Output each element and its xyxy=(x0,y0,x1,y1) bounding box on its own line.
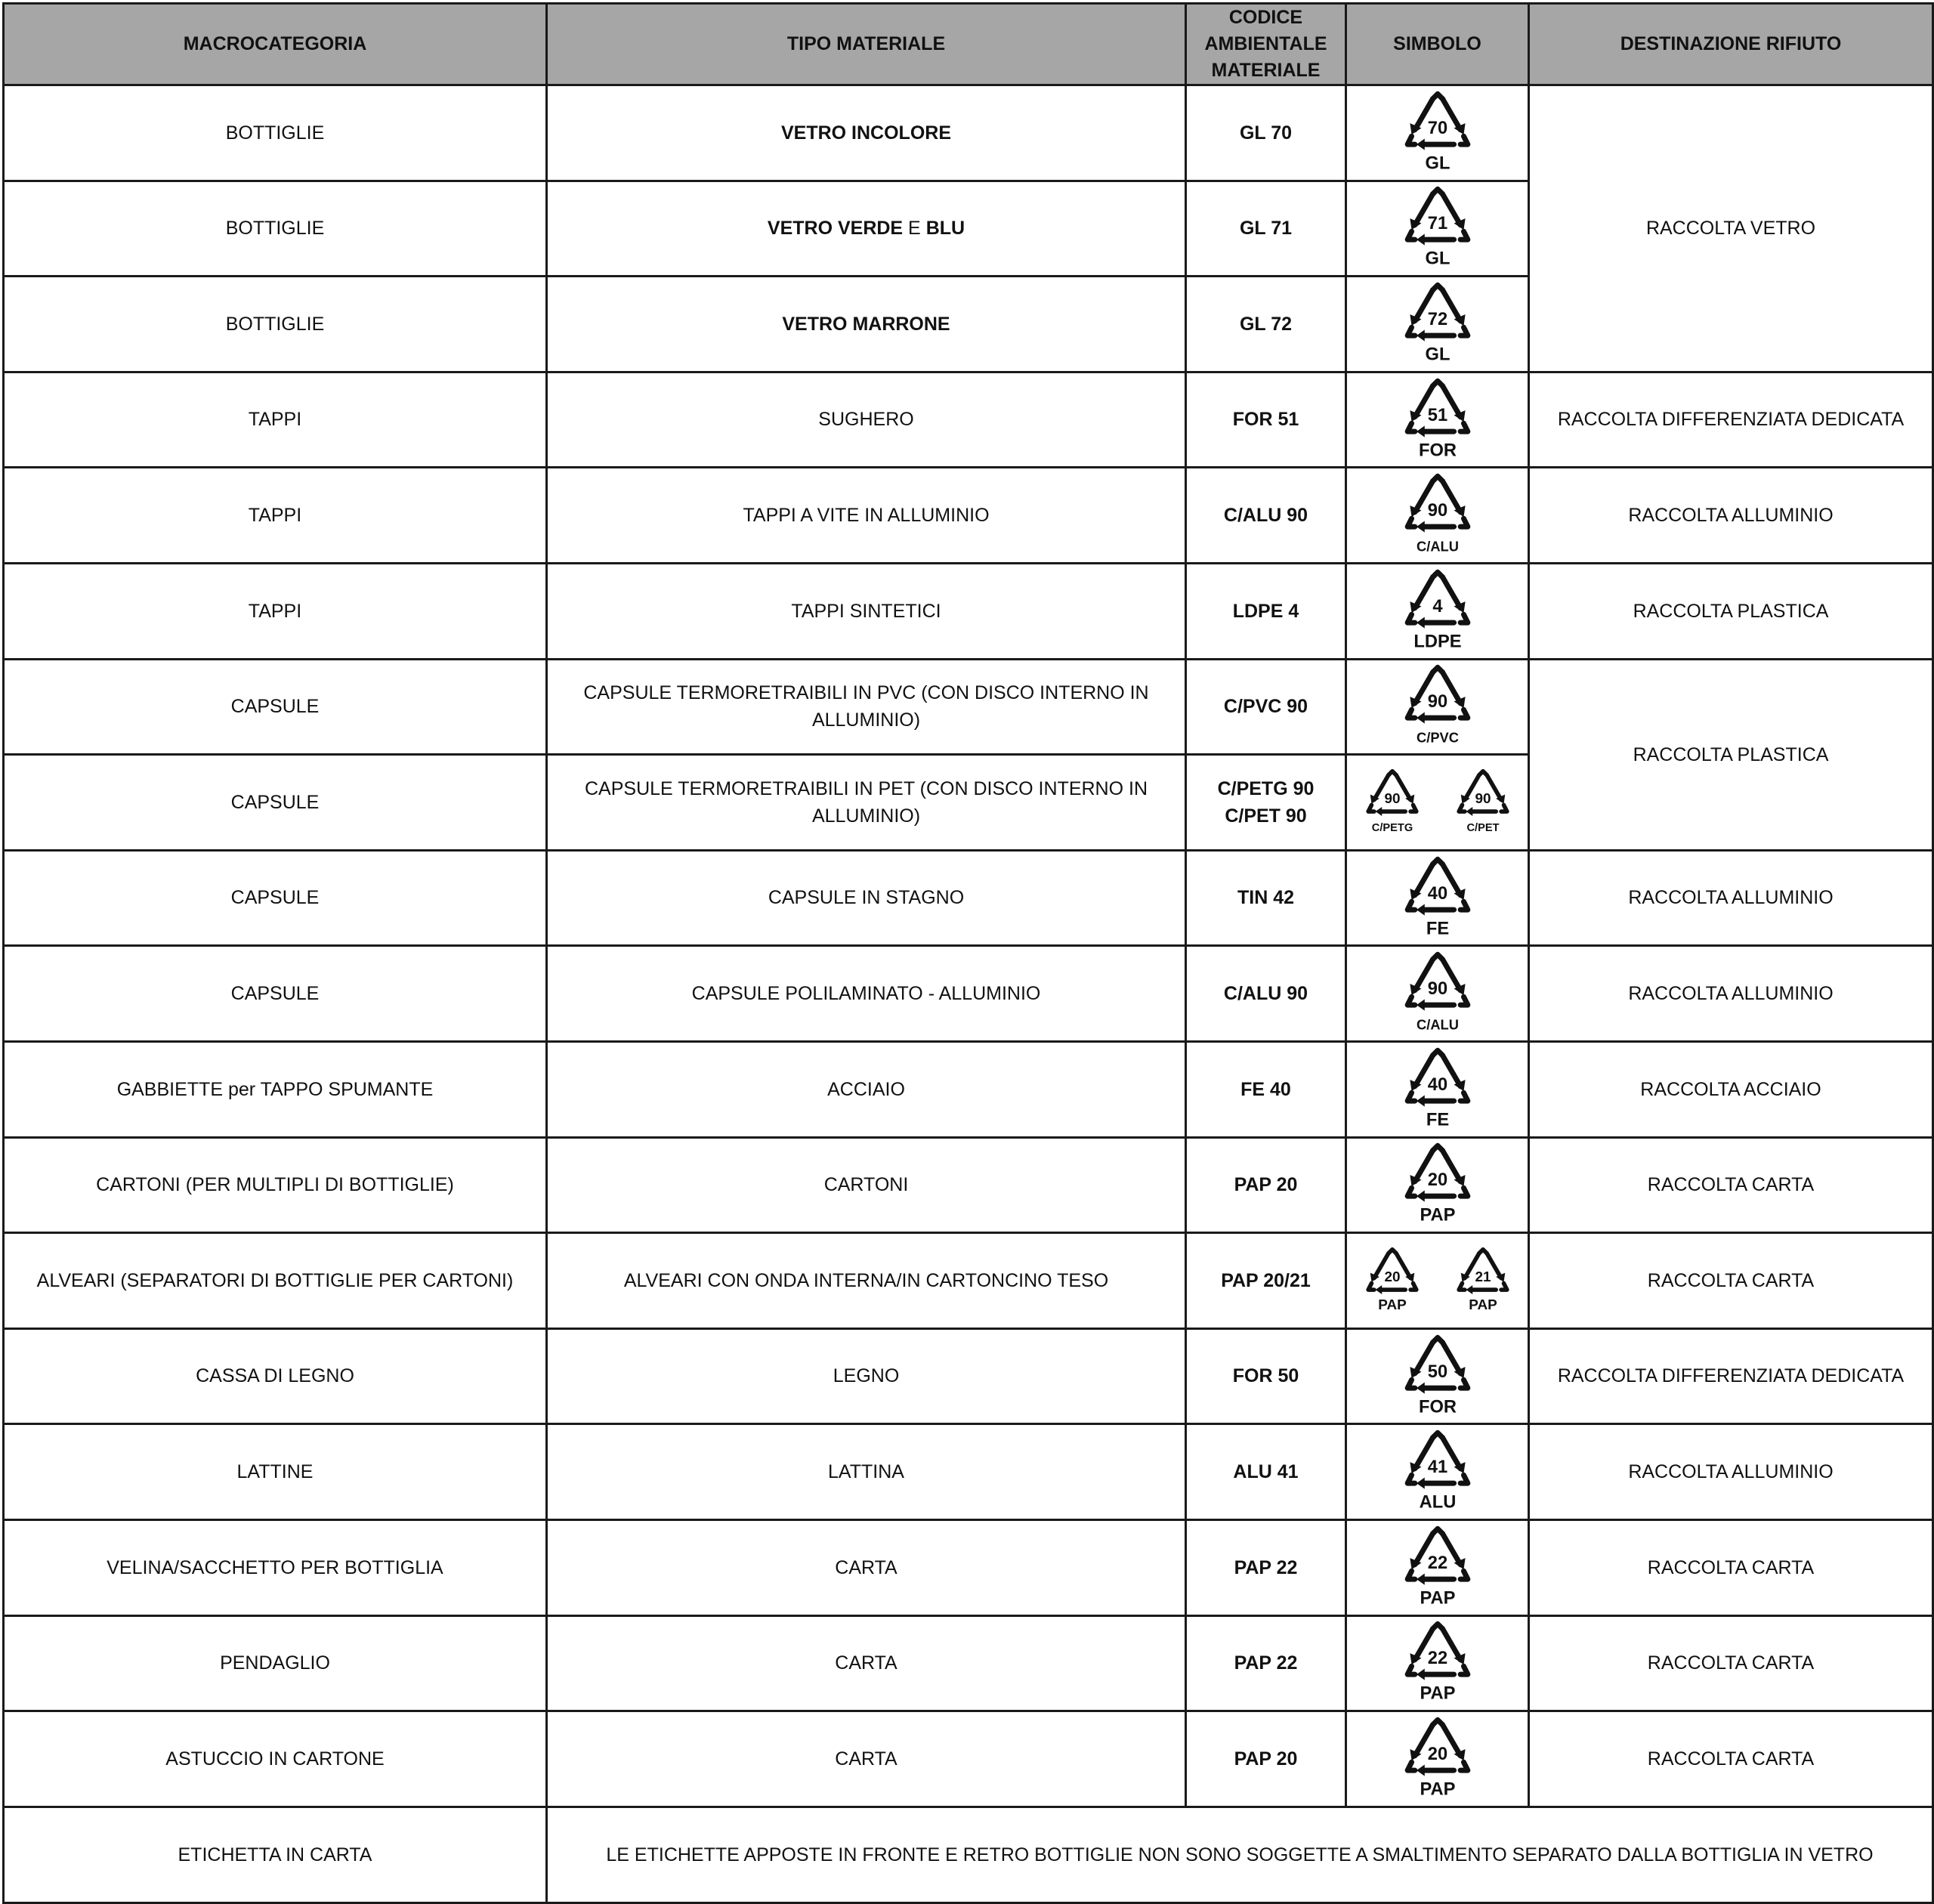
material-cell: CARTA xyxy=(547,1615,1186,1711)
recycling-symbol xyxy=(1396,473,1479,558)
symbol-group xyxy=(1352,766,1523,839)
code-value: C/ALU 90 xyxy=(1223,505,1308,527)
material-part: E xyxy=(903,218,926,240)
code-cell xyxy=(1186,1615,1346,1711)
symbol-label: LDPE xyxy=(1413,632,1462,652)
material-cell xyxy=(547,181,1186,277)
symbol-group xyxy=(1352,378,1523,462)
macro-cell: TAPPI xyxy=(4,563,547,659)
material-cell: VETRO MARRONE xyxy=(547,277,1186,372)
destination-cell: RACCOLTA ALLUMINIO xyxy=(1529,468,1933,564)
recycling-symbol xyxy=(1396,91,1479,175)
symbol-number: 90 xyxy=(1427,979,1447,1000)
code-cell xyxy=(1186,1233,1346,1329)
symbol-group xyxy=(1352,1525,1523,1610)
symbol-cell xyxy=(1346,563,1529,659)
symbol-number: 20 xyxy=(1383,1269,1401,1285)
material-cell: CAPSULE IN STAGNO xyxy=(547,850,1186,946)
symbol-label: PAP xyxy=(1420,1779,1455,1800)
macro-cell: CASSA DI LEGNO xyxy=(4,1328,547,1424)
code-cell xyxy=(1186,372,1346,468)
macro-cell: BOTTIGLIE xyxy=(4,85,547,181)
code-cell xyxy=(1186,659,1346,755)
table-row xyxy=(4,1424,1933,1520)
symbol-cell xyxy=(1346,85,1529,181)
code-cell xyxy=(1186,1424,1346,1520)
macro-cell: CAPSULE xyxy=(4,946,547,1042)
symbol-group xyxy=(1352,1334,1523,1419)
symbol-number: 22 xyxy=(1427,1649,1447,1669)
recycling-triangle-icon xyxy=(1396,378,1479,462)
symbol-group xyxy=(1352,473,1523,558)
recycling-triangle-icon xyxy=(1396,569,1479,654)
table-row xyxy=(4,1137,1933,1233)
symbol-group xyxy=(1352,664,1523,749)
symbol-label: FE xyxy=(1426,918,1449,938)
table-row xyxy=(4,1233,1933,1329)
recycling-triangle-icon xyxy=(1360,766,1425,839)
code-value: PAP 20 xyxy=(1234,1174,1298,1196)
symbol-label: FOR xyxy=(1418,440,1457,460)
symbol-cell xyxy=(1346,946,1529,1042)
destination-cell: RACCOLTA DIFFERENZIATA DEDICATA xyxy=(1529,1328,1933,1424)
macro-cell: GABBIETTE per TAPPO SPUMANTE xyxy=(4,1041,547,1137)
destination-cell: RACCOLTA ALLUMINIO xyxy=(1529,1424,1933,1520)
symbol-cell xyxy=(1346,1519,1529,1615)
symbol-number: 50 xyxy=(1427,1362,1447,1382)
code-cell xyxy=(1186,85,1346,181)
recycling-symbol xyxy=(1396,186,1479,270)
symbol-number: 40 xyxy=(1427,1074,1447,1095)
table-row xyxy=(4,1041,1933,1137)
recycling-triangle-icon xyxy=(1396,473,1479,558)
recycling-triangle-icon xyxy=(1396,856,1479,941)
code-cell xyxy=(1186,277,1346,372)
symbol-number: 90 xyxy=(1427,501,1447,521)
table-row xyxy=(4,468,1933,564)
macro-cell: BOTTIGLIE xyxy=(4,181,547,277)
recycling-symbol xyxy=(1360,766,1425,839)
symbol-label: C/PVC xyxy=(1416,729,1459,746)
recycling-triangle-icon xyxy=(1396,1047,1479,1132)
symbol-cell xyxy=(1346,372,1529,468)
code-value: ALU 41 xyxy=(1233,1460,1299,1482)
recycling-triangle-icon xyxy=(1396,1430,1479,1514)
symbol-label: GL xyxy=(1425,153,1450,174)
symbol-label: PAP xyxy=(1377,1297,1407,1313)
recycling-symbol xyxy=(1396,1525,1479,1610)
symbol-group xyxy=(1352,569,1523,654)
symbol-number: 90 xyxy=(1427,692,1447,712)
macro-cell: ASTUCCIO IN CARTONE xyxy=(4,1711,547,1807)
code-cell xyxy=(1186,181,1346,277)
material-cell: CAPSULE TERMORETRAIBILI IN PET (CON DISCO INTERNO IN ALLUMINIO) xyxy=(547,755,1186,851)
recycling-symbol xyxy=(1396,856,1479,941)
recycling-symbol xyxy=(1396,569,1479,654)
symbol-cell xyxy=(1346,1328,1529,1424)
recycling-symbol xyxy=(1396,282,1479,366)
symbol-group xyxy=(1352,1717,1523,1801)
recycling-symbol xyxy=(1396,1047,1479,1132)
macro-cell: BOTTIGLIE xyxy=(4,277,547,372)
material-cell: LEGNO xyxy=(547,1328,1186,1424)
material-cell: SUGHERO xyxy=(547,372,1186,468)
header-destinazione: DESTINAZIONE RIFIUTO xyxy=(1529,4,1933,85)
code-cell xyxy=(1186,1328,1346,1424)
material-cell: TAPPI A VITE IN ALLUMINIO xyxy=(547,468,1186,564)
recycling-triangle-icon xyxy=(1396,186,1479,270)
code-value: GL 71 xyxy=(1239,218,1293,240)
symbol-group xyxy=(1352,186,1523,270)
macro-cell: CAPSULE xyxy=(4,659,547,755)
macro-cell: PENDAGLIO xyxy=(4,1615,547,1711)
symbol-number: 41 xyxy=(1427,1457,1447,1478)
table-row xyxy=(4,1615,1933,1711)
header-codice-line: MATERIALE xyxy=(1211,60,1321,81)
recycling-symbol xyxy=(1396,1621,1479,1705)
symbol-label: C/PET xyxy=(1466,821,1500,834)
material-cell: ALVEARI CON ONDA INTERNA/IN CARTONCINO TESO xyxy=(547,1233,1186,1329)
symbol-cell xyxy=(1346,181,1529,277)
macro-cell: TAPPI xyxy=(4,468,547,564)
symbol-group xyxy=(1352,1142,1523,1227)
recycling-triangle-icon xyxy=(1396,1334,1479,1419)
code-cell xyxy=(1186,755,1346,851)
symbol-cell xyxy=(1346,1424,1529,1520)
symbol-label: FE xyxy=(1426,1110,1449,1130)
table-row xyxy=(4,1519,1933,1615)
symbol-number: 40 xyxy=(1427,883,1447,904)
table-row xyxy=(4,563,1933,659)
code-cell xyxy=(1186,946,1346,1042)
symbol-cell xyxy=(1346,850,1529,946)
macro-cell: CAPSULE xyxy=(4,850,547,946)
recycling-triangle-icon xyxy=(1396,282,1479,366)
symbol-label: PAP xyxy=(1420,1683,1455,1704)
material-cell: LATTINA xyxy=(547,1424,1186,1520)
code-cell xyxy=(1186,1041,1346,1137)
code-value: C/PETG 90 xyxy=(1217,777,1315,799)
symbol-group xyxy=(1352,91,1523,175)
symbol-label: PAP xyxy=(1420,1205,1455,1226)
symbol-number: 22 xyxy=(1427,1553,1447,1573)
symbol-number: 71 xyxy=(1427,214,1447,234)
code-value: C/PET 90 xyxy=(1225,805,1307,827)
material-cell: CARTA xyxy=(547,1711,1186,1807)
table-row xyxy=(4,850,1933,946)
symbol-label: ALU xyxy=(1419,1492,1456,1513)
symbol-cell xyxy=(1346,659,1529,755)
destination-cell: RACCOLTA PLASTICA xyxy=(1529,563,1933,659)
destination-cell: RACCOLTA ACCIAIO xyxy=(1529,1041,1933,1137)
code-value: PAP 20/21 xyxy=(1221,1269,1311,1291)
symbol-group xyxy=(1352,1244,1523,1317)
header-codice-line: CODICE xyxy=(1228,7,1303,28)
recycling-symbol xyxy=(1396,378,1479,462)
table-row xyxy=(4,1711,1933,1807)
symbol-label: FOR xyxy=(1418,1396,1457,1417)
destination-cell: RACCOLTA ALLUMINIO xyxy=(1529,850,1933,946)
material-part: VETRO VERDE xyxy=(767,218,904,240)
recycling-triangle-icon xyxy=(1450,766,1515,839)
code-value: FOR 51 xyxy=(1232,409,1299,431)
macro-cell: ETICHETTA IN CARTA xyxy=(4,1807,547,1902)
table-row xyxy=(4,659,1933,755)
material-cell: CARTONI xyxy=(547,1137,1186,1233)
code-cell xyxy=(1186,1519,1346,1615)
symbol-cell xyxy=(1346,468,1529,564)
symbol-label: GL xyxy=(1425,249,1450,269)
recycling-triangle-icon xyxy=(1396,1525,1479,1610)
symbol-cell xyxy=(1346,755,1529,851)
destination-cell: RACCOLTA DIFFERENZIATA DEDICATA xyxy=(1529,372,1933,468)
recycling-symbol xyxy=(1396,1717,1479,1801)
symbol-group xyxy=(1352,856,1523,941)
code-value: TIN 42 xyxy=(1237,887,1295,909)
destination-cell: RACCOLTA PLASTICA xyxy=(1529,659,1933,850)
macro-cell: CAPSULE xyxy=(4,755,547,851)
symbol-cell xyxy=(1346,1137,1529,1233)
recycling-triangle-icon xyxy=(1360,1244,1425,1317)
recycling-table xyxy=(2,2,1934,1904)
code-value: FOR 50 xyxy=(1232,1365,1299,1387)
header-row xyxy=(4,4,1933,85)
symbol-label: C/ALU xyxy=(1416,1016,1459,1033)
symbol-number: 4 xyxy=(1432,596,1443,617)
code-value: LDPE 4 xyxy=(1232,600,1299,622)
symbol-number: 20 xyxy=(1427,1744,1447,1764)
code-cell xyxy=(1186,563,1346,659)
code-cell xyxy=(1186,1711,1346,1807)
recycling-symbol xyxy=(1396,664,1479,749)
recycling-symbol xyxy=(1360,1244,1425,1317)
material-cell: CARTA xyxy=(547,1519,1186,1615)
destination-cell: RACCOLTA CARTA xyxy=(1529,1137,1933,1233)
symbol-label: GL xyxy=(1425,345,1450,365)
material-cell: VETRO INCOLORE xyxy=(547,85,1186,181)
symbol-number: 70 xyxy=(1427,118,1447,138)
destination-cell: RACCOLTA CARTA xyxy=(1529,1233,1933,1329)
recycling-triangle-icon xyxy=(1396,951,1479,1036)
destination-cell: RACCOLTA VETRO xyxy=(1529,85,1933,372)
recycling-triangle-icon xyxy=(1396,1621,1479,1705)
recycling-symbol xyxy=(1450,766,1515,839)
material-cell: CAPSULE POLILAMINATO - ALLUMINIO xyxy=(547,946,1186,1042)
recycling-symbol xyxy=(1450,1244,1515,1317)
symbol-number: 21 xyxy=(1474,1269,1491,1285)
header-codice-line: AMBIENTALE xyxy=(1204,33,1327,54)
macro-cell: LATTINE xyxy=(4,1424,547,1520)
code-cell xyxy=(1186,468,1346,564)
header-codice xyxy=(1186,4,1346,85)
symbol-number: 90 xyxy=(1383,790,1401,807)
symbol-cell xyxy=(1346,1711,1529,1807)
code-cell xyxy=(1186,1137,1346,1233)
header-tipo-materiale: TIPO MATERIALE xyxy=(547,4,1186,85)
recycling-symbol xyxy=(1396,1430,1479,1514)
symbol-group xyxy=(1352,282,1523,366)
symbol-group xyxy=(1352,1047,1523,1132)
recycling-triangle-icon xyxy=(1450,1244,1515,1317)
code-value: C/PVC 90 xyxy=(1223,696,1308,718)
symbol-cell xyxy=(1346,277,1529,372)
code-value: PAP 20 xyxy=(1234,1748,1298,1770)
recycling-symbol xyxy=(1396,1142,1479,1227)
code-value: FE 40 xyxy=(1240,1078,1291,1100)
code-value: GL 70 xyxy=(1239,122,1293,144)
header-macrocategoria: MACROCATEGORIA xyxy=(4,4,547,85)
macro-cell: CARTONI (PER MULTIPLI DI BOTTIGLIE) xyxy=(4,1137,547,1233)
material-cell: CAPSULE TERMORETRAIBILI IN PVC (CON DISCO INTERNO IN ALLUMINIO) xyxy=(547,659,1186,755)
symbol-label: PAP xyxy=(1468,1297,1497,1313)
code-value: GL 72 xyxy=(1239,313,1293,335)
symbol-group xyxy=(1352,1621,1523,1705)
symbol-cell xyxy=(1346,1615,1529,1711)
symbol-group xyxy=(1352,1430,1523,1514)
symbol-cell xyxy=(1346,1041,1529,1137)
destination-cell: RACCOLTA CARTA xyxy=(1529,1615,1933,1711)
footer-row xyxy=(4,1807,1933,1902)
recycling-triangle-icon xyxy=(1396,1142,1479,1227)
table-row xyxy=(4,85,1933,181)
recycling-symbol xyxy=(1396,951,1479,1036)
code-cell xyxy=(1186,850,1346,946)
code-value: C/ALU 90 xyxy=(1223,983,1308,1005)
symbol-label: C/PETG xyxy=(1371,821,1413,834)
material-cell: TAPPI SINTETICI xyxy=(547,563,1186,659)
symbol-label: C/ALU xyxy=(1416,538,1459,555)
symbol-cell xyxy=(1346,1233,1529,1329)
footer-note: LE ETICHETTE APPOSTE IN FRONTE E RETRO BOTTIGLIE NON SONO SOGGETTE A SMALTIMENTO SEPARATO DALLA BOTTIGLIA IN VETRO xyxy=(547,1807,1933,1902)
recycling-triangle-icon xyxy=(1396,1717,1479,1801)
symbol-number: 72 xyxy=(1427,310,1447,330)
code-value: PAP 22 xyxy=(1234,1652,1298,1674)
macro-cell: ALVEARI (SEPARATORI DI BOTTIGLIE PER CARTONI) xyxy=(4,1233,547,1329)
symbol-group xyxy=(1352,951,1523,1036)
recycling-triangle-icon xyxy=(1396,664,1479,749)
symbol-label: PAP xyxy=(1420,1588,1455,1609)
symbol-number: 90 xyxy=(1474,790,1491,807)
destination-cell: RACCOLTA CARTA xyxy=(1529,1519,1933,1615)
header-simbolo: SIMBOLO xyxy=(1346,4,1529,85)
table-row xyxy=(4,372,1933,468)
macro-cell: VELINA/SACCHETTO PER BOTTIGLIA xyxy=(4,1519,547,1615)
table-row xyxy=(4,946,1933,1042)
destination-cell: RACCOLTA CARTA xyxy=(1529,1711,1933,1807)
code-value: PAP 22 xyxy=(1234,1556,1298,1578)
material-cell: ACCIAIO xyxy=(547,1041,1186,1137)
recycling-symbol xyxy=(1396,1334,1479,1419)
destination-cell: RACCOLTA ALLUMINIO xyxy=(1529,946,1933,1042)
symbol-number: 51 xyxy=(1427,405,1447,425)
material-part: BLU xyxy=(925,218,965,240)
macro-cell: TAPPI xyxy=(4,372,547,468)
table-row xyxy=(4,1328,1933,1424)
symbol-number: 20 xyxy=(1427,1170,1447,1191)
recycling-triangle-icon xyxy=(1396,91,1479,175)
